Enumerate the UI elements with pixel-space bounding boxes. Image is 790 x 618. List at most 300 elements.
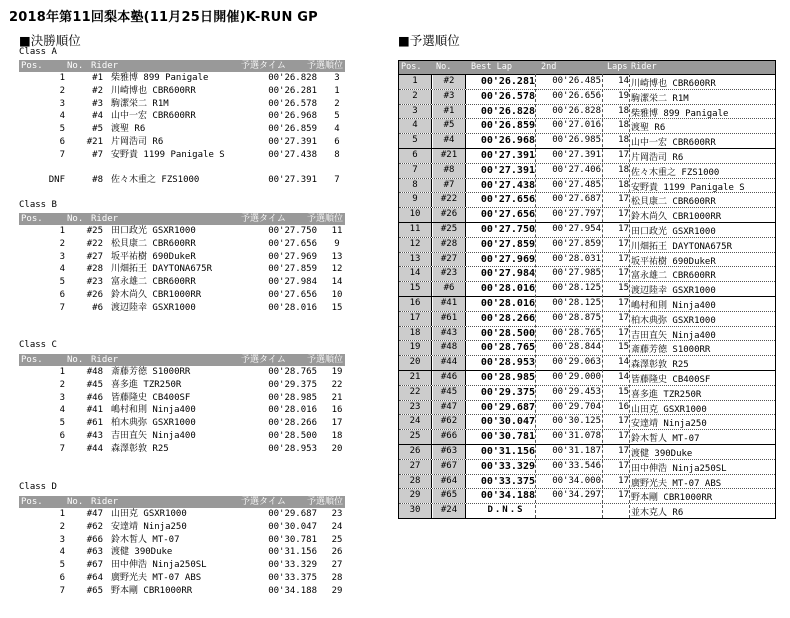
cell-no: #1 [92, 73, 103, 83]
qualifying-group [399, 296, 775, 370]
cell-pos: 1 [59, 73, 65, 83]
q-cell-pos: 9 [399, 193, 432, 207]
q-cell-pos: 4 [399, 119, 432, 133]
q-cell-best: 00'26.859 [480, 120, 535, 132]
table-row [19, 521, 345, 534]
header-time: 予選タイム [241, 355, 286, 365]
cell-time: 00'34.188 [268, 585, 317, 596]
cell-no: #43 [86, 430, 103, 441]
cell-pos: 2 [59, 238, 65, 249]
cell-rider: 渡辺陸幸 GSXR1000 [111, 302, 196, 313]
q-cell-best: 00'26.578 [480, 90, 535, 102]
cell-pos: 1 [59, 226, 65, 236]
cell-pos: 2 [59, 521, 65, 532]
column-divider [629, 74, 630, 518]
cell-no: #48 [86, 367, 103, 377]
cell-q: 1 [334, 85, 340, 96]
q-cell-no: #46 [433, 371, 466, 385]
q-cell-second: 00'28.031 [552, 253, 601, 264]
cell-no: #23 [86, 277, 103, 288]
header-time: 予選タイム [241, 214, 286, 224]
table-row [19, 546, 345, 559]
cell-time: 00'29.375 [268, 379, 317, 390]
q-cell-best: 00'28.016 [480, 283, 535, 295]
class-d-table [19, 496, 345, 598]
header-pos: Pos. [21, 355, 43, 365]
q-cell-pos: 30 [399, 504, 432, 518]
table-row [399, 326, 775, 341]
table-row [19, 123, 345, 136]
cell-pos: 5 [59, 124, 65, 135]
q-cell-pos: 2 [399, 90, 432, 104]
class-a-table [19, 60, 345, 187]
q-cell-laps: 17 [618, 194, 629, 205]
cell-q: 8 [334, 149, 340, 160]
table-row [399, 385, 775, 400]
q-cell-best: 00'30.781 [480, 431, 535, 443]
q-cell-best: 00'28.953 [480, 357, 535, 369]
q-cell-rider: 松貝康二 CBR600RR [631, 197, 716, 208]
qualifying-table [398, 60, 776, 519]
qualifying-group [399, 74, 775, 148]
table-row [399, 371, 775, 385]
cell-rider: 山田克 GSXR1000 [111, 509, 187, 519]
q-cell-rider: 川畑拓王 DAYTONA675R [631, 241, 733, 252]
cell-q: 21 [331, 392, 343, 403]
q-cell-second: 00'30.125 [552, 416, 601, 427]
table-row [399, 252, 775, 267]
q-cell-rider: 柏木典弥 GSXR1000 [631, 315, 716, 326]
table-row [399, 207, 775, 222]
cell-q: 10 [331, 289, 343, 300]
q-cell-pos: 21 [399, 371, 432, 385]
cell-no: #62 [86, 521, 103, 532]
q-cell-no: #65 [433, 489, 466, 503]
q-cell-pos: 27 [399, 460, 432, 474]
cell-time: 00'30.047 [268, 521, 317, 532]
qualifying-header-row [399, 61, 775, 74]
table-row [19, 238, 345, 251]
q-cell-no: #62 [433, 415, 466, 429]
q-cell-laps: 15 [618, 342, 629, 353]
q-cell-second: 00'28.844 [552, 342, 601, 353]
cell-q: 27 [331, 560, 343, 571]
q-cell-no: #43 [433, 327, 466, 341]
q-cell-best: 00'28.500 [480, 327, 535, 339]
table-row [399, 118, 775, 133]
q-cell-best: 00'34.188 [480, 490, 535, 502]
cell-q: 11 [331, 226, 343, 236]
q-cell-pos: 15 [399, 282, 432, 296]
q-cell-rider: 安達靖 Ninja250 [631, 419, 707, 430]
q-cell-no: #6 [433, 282, 466, 296]
cell-no: #22 [86, 238, 103, 249]
q-cell-rider: 安野貴 1199 Panigale S [631, 182, 745, 193]
page-title: 2018年第11回梨本塾(11月25日開催)K-RUN GP [9, 10, 318, 25]
cell-time: 00'26.968 [268, 111, 317, 122]
cell-pos: 3 [59, 98, 65, 109]
q-cell-second: 00'34.297 [552, 490, 601, 501]
q-cell-best: 00'27.969 [480, 253, 535, 265]
cell-q: 3 [334, 73, 340, 83]
q-cell-second: 00'26.985 [552, 135, 601, 146]
class-c-label: Class C [19, 340, 57, 350]
q-cell-best: 00'27.438 [480, 179, 535, 191]
header-rider: Rider [91, 214, 119, 224]
q-cell-laps: 17 [618, 312, 629, 323]
cell-no: #8 [92, 175, 103, 186]
table-row [399, 163, 775, 178]
q-cell-rider: 渡聖 R6 [631, 123, 666, 134]
cell-q: 23 [331, 509, 343, 519]
cell-pos: 6 [59, 289, 65, 300]
q-cell-laps: 17 [618, 268, 629, 279]
class-a-label: Class A [19, 47, 57, 57]
class-c-table [19, 354, 345, 456]
q-cell-no: #1 [433, 105, 466, 119]
q-cell-no: #22 [433, 193, 466, 207]
header-no: No. [67, 214, 84, 224]
q-cell-rider: 柴雅博 899 Panigale [631, 108, 729, 119]
table-row [19, 404, 345, 417]
cell-time: 00'27.391 [268, 136, 317, 147]
q-cell-rider: 佐々木重之 FZS1000 [631, 167, 720, 178]
table-row [399, 488, 775, 503]
table-row [19, 379, 345, 392]
table-row [19, 276, 345, 289]
table-row [399, 223, 775, 237]
cell-time: 00'27.391 [268, 175, 317, 186]
cell-no: #21 [86, 136, 103, 147]
q-cell-laps: 17 [618, 460, 629, 471]
cell-no: #61 [86, 418, 103, 429]
q-cell-laps: 18 [618, 135, 629, 146]
cell-pos: 3 [59, 392, 65, 403]
header-q: 予選順位 [307, 497, 344, 507]
cell-time: 00'28.765 [268, 367, 317, 377]
q-cell-pos: 8 [399, 179, 432, 193]
table-row [399, 281, 775, 296]
cell-q: 28 [331, 572, 343, 583]
q-cell-no: #24 [433, 504, 466, 518]
q-cell-rider: 鈴木皙人 MT-07 [631, 434, 700, 445]
q-cell-best: 00'28.985 [480, 371, 535, 383]
cell-no: #67 [86, 560, 103, 571]
cell-rider: 坂平祐樹 690DukeR [111, 251, 196, 262]
q-cell-pos: 17 [399, 312, 432, 326]
table-row [399, 445, 775, 459]
cell-time: 00'28.985 [268, 392, 317, 403]
table-row [399, 104, 775, 119]
q-cell-rider: 吉田直矢 Ninja400 [631, 330, 716, 341]
cell-q: 4 [334, 124, 340, 135]
cell-no: #28 [86, 264, 103, 275]
q-cell-second: 00'27.016 [552, 120, 601, 131]
q-cell-no: #23 [433, 267, 466, 281]
final-header-row [19, 496, 345, 508]
q-cell-rider: 野本剛 CBR1000RR [631, 493, 713, 504]
cell-no: #3 [92, 98, 103, 109]
cell-pos: 3 [59, 251, 65, 262]
q-header-rider: Rider [631, 62, 657, 72]
cell-rider: 斎藤芳徳 S1000RR [111, 367, 191, 377]
q-cell-no: #61 [433, 312, 466, 326]
final-results-heading: ■決勝順位 [19, 33, 81, 48]
cell-q: 2 [334, 98, 340, 109]
table-row [19, 225, 345, 238]
header-q: 予選順位 [307, 355, 344, 365]
q-cell-second: 00'29.704 [552, 401, 601, 412]
cell-no: #5 [92, 124, 103, 135]
table-row [19, 162, 345, 175]
q-cell-pos: 1 [399, 75, 432, 89]
q-cell-rider: 田口政光 GSXR1000 [631, 226, 716, 237]
cell-pos: 5 [59, 418, 65, 429]
q-cell-no: #5 [433, 119, 466, 133]
q-cell-laps: 15 [618, 386, 629, 397]
cell-pos: 7 [59, 443, 65, 454]
q-cell-rider: 鈴木尚久 CBR1000RR [631, 212, 722, 223]
cell-q: 29 [331, 585, 343, 596]
cell-time: 00'27.656 [268, 238, 317, 249]
cell-q: 16 [331, 405, 343, 416]
table-row [399, 178, 775, 193]
cell-time: 00'27.859 [268, 264, 317, 275]
table-row [19, 263, 345, 276]
q-cell-best: 00'26.968 [480, 135, 535, 147]
cell-no: #47 [86, 509, 103, 519]
cell-rider: 皆藤隆史 CB400SF [111, 392, 191, 403]
qualifying-heading: ■予選順位 [398, 33, 460, 48]
q-cell-laps: 17 [618, 327, 629, 338]
q-cell-no: #26 [433, 208, 466, 222]
q-cell-best: 00'27.859 [480, 238, 535, 250]
cell-q: 24 [331, 521, 343, 532]
q-cell-pos: 22 [399, 386, 432, 400]
table-row [19, 443, 345, 456]
cell-time: 00'28.266 [268, 418, 317, 429]
table-row [19, 392, 345, 405]
q-cell-rider: 皆藤隆史 CB400SF [631, 374, 711, 385]
cell-no: #2 [92, 85, 103, 96]
q-cell-second: 00'27.859 [552, 238, 601, 249]
cell-time: 00'26.578 [268, 98, 317, 109]
cell-rider: 渡健 390Duke [111, 547, 173, 558]
q-cell-pos: 5 [399, 134, 432, 148]
q-cell-laps: 17 [618, 297, 629, 308]
q-cell-laps: 17 [618, 431, 629, 442]
q-cell-no: #21 [433, 149, 466, 163]
q-cell-best: 00'29.687 [480, 401, 535, 413]
q-cell-rider: 山田克 GSXR1000 [631, 404, 707, 415]
q-cell-no: #63 [433, 445, 466, 459]
q-cell-rider: 坂平祐樹 690DukeR [631, 256, 716, 267]
q-cell-second: 00'34.000 [552, 475, 601, 486]
cell-rider: 野本剛 CBR1000RR [111, 585, 193, 596]
q-cell-no: #64 [433, 475, 466, 489]
cell-no: #25 [86, 226, 103, 236]
cell-time: 00'27.438 [268, 149, 317, 160]
cell-rider: 佐々木重之 FZS1000 [111, 175, 200, 186]
header-time: 予選タイム [241, 497, 286, 507]
header-pos: Pos. [21, 61, 43, 71]
cell-q: 18 [331, 430, 343, 441]
cell-time: 00'27.984 [268, 277, 317, 288]
cell-time: 00'26.828 [268, 73, 317, 83]
cell-time: 00'28.953 [268, 443, 317, 454]
q-cell-rider: 川崎博也 CBR600RR [631, 79, 716, 89]
q-cell-rider: 富永雄二 CBR600RR [631, 271, 716, 282]
q-cell-rider: 森澤彰敦 R25 [631, 360, 689, 371]
table-row [19, 110, 345, 123]
table-row [19, 302, 345, 315]
q-cell-no: #28 [433, 238, 466, 252]
cell-time: 00'27.656 [268, 289, 317, 300]
table-row [19, 508, 345, 521]
table-row [19, 289, 345, 302]
header-no: No. [67, 497, 84, 507]
header-q: 予選順位 [307, 214, 344, 224]
q-cell-laps: 18 [618, 120, 629, 131]
q-cell-no: #48 [433, 341, 466, 355]
column-divider [602, 74, 603, 518]
header-rider: Rider [91, 497, 119, 507]
final-header-row [19, 213, 345, 225]
table-row [399, 266, 775, 281]
final-header-row [19, 60, 345, 72]
q-cell-best: 00'26.281 [480, 76, 535, 87]
cell-pos: 7 [59, 302, 65, 313]
cell-no: #26 [86, 289, 103, 300]
cell-rider: 川崎博也 CBR600RR [111, 85, 196, 96]
cell-rider: 安達靖 Ninja250 [111, 521, 187, 532]
table-row [19, 417, 345, 430]
cell-rider: 田中伸浩 Ninja250SL [111, 560, 207, 571]
table-row [19, 251, 345, 264]
q-cell-rider: 並木克人 R6 [631, 508, 684, 519]
q-cell-second: 00'29.453 [552, 386, 601, 397]
cell-no: #64 [86, 572, 103, 583]
q-cell-pos: 25 [399, 430, 432, 444]
table-row [19, 149, 345, 162]
q-cell-rider: 嶋村和則 Ninja400 [631, 300, 716, 311]
table-row [399, 311, 775, 326]
header-pos: Pos. [21, 214, 43, 224]
table-row [19, 366, 345, 379]
cell-rider: 片岡浩司 R6 [111, 136, 164, 147]
cell-no: #7 [92, 149, 103, 160]
q-cell-best: D.N.S [487, 505, 525, 516]
q-cell-best: 00'33.329 [480, 460, 535, 472]
cell-no: #44 [86, 443, 103, 454]
q-cell-no: #27 [433, 253, 466, 267]
table-row [399, 474, 775, 489]
q-cell-no: #66 [433, 430, 466, 444]
cell-pos: 6 [59, 136, 65, 147]
cell-rider: 川畑拓王 DAYTONA675R [111, 264, 213, 275]
q-cell-best: 00'28.266 [480, 312, 535, 324]
table-row [19, 136, 345, 149]
q-cell-second: 00'27.406 [552, 164, 601, 175]
q-cell-no: #4 [433, 134, 466, 148]
cell-rider: 鈴木皙人 MT-07 [111, 534, 180, 545]
class-d-label: Class D [19, 482, 57, 492]
class-b-table [19, 213, 345, 315]
q-cell-no: #45 [433, 386, 466, 400]
cell-q: 7 [334, 175, 340, 186]
q-cell-pos: 3 [399, 105, 432, 119]
table-row [19, 98, 345, 111]
cell-pos: 7 [59, 585, 65, 596]
cell-pos: 6 [59, 430, 65, 441]
q-cell-pos: 10 [399, 208, 432, 222]
q-cell-laps: 17 [618, 238, 629, 249]
cell-rider: 喜多進 TZR250R [111, 379, 182, 390]
q-cell-laps: 17 [618, 445, 629, 456]
q-cell-second: 00'28.875 [552, 312, 601, 323]
cell-rider: 富永雄二 CBR600RR [111, 277, 196, 288]
q-cell-laps: 17 [618, 416, 629, 427]
table-row [399, 192, 775, 207]
table-row [399, 75, 775, 89]
cell-pos: 5 [59, 560, 65, 571]
q-cell-second: 00'27.797 [552, 209, 601, 220]
q-cell-pos: 13 [399, 253, 432, 267]
q-cell-pos: 24 [399, 415, 432, 429]
q-cell-second: 00'27.954 [552, 223, 601, 234]
q-cell-laps: 18 [618, 105, 629, 116]
q-cell-second: 00'31.187 [552, 445, 601, 456]
cell-time: 00'29.687 [268, 509, 317, 519]
cell-time: 00'28.016 [268, 302, 317, 313]
cell-pos: 6 [59, 572, 65, 583]
cell-pos: 1 [59, 509, 65, 519]
q-cell-rider: 片岡浩司 R6 [631, 152, 684, 163]
class-b-label: Class B [19, 200, 57, 210]
cell-rider: 駒潔栄二 R1M [111, 98, 169, 109]
cell-rider: 安野貴 1199 Panigale S [111, 149, 225, 160]
q-cell-pos: 29 [399, 489, 432, 503]
cell-pos: 2 [59, 85, 65, 96]
q-header-best: Best Lap [471, 62, 512, 72]
cell-q: 12 [331, 264, 343, 275]
q-cell-laps: 16 [618, 401, 629, 412]
q-cell-no: #25 [433, 223, 466, 237]
table-row [399, 459, 775, 474]
cell-pos: 4 [59, 405, 65, 416]
q-cell-no: #3 [433, 90, 466, 104]
q-cell-pos: 18 [399, 327, 432, 341]
q-cell-laps: 14 [618, 371, 629, 382]
table-row [19, 585, 345, 598]
q-cell-pos: 23 [399, 401, 432, 415]
cell-time: 00'28.016 [268, 405, 317, 416]
q-cell-rider: 渡健 390Duke [631, 448, 693, 459]
q-cell-no: #44 [433, 356, 466, 370]
table-row [399, 355, 775, 370]
cell-no: #63 [86, 547, 103, 558]
qualifying-group [399, 370, 775, 444]
q-cell-pos: 7 [399, 164, 432, 178]
qualifying-group [399, 222, 775, 296]
cell-time: 00'33.329 [268, 560, 317, 571]
q-cell-best: 00'26.828 [480, 105, 535, 117]
column-divider [535, 74, 536, 518]
table-row [399, 237, 775, 252]
q-cell-laps: 14 [618, 357, 629, 368]
q-cell-pos: 20 [399, 356, 432, 370]
q-cell-second: 00'28.125 [552, 297, 601, 308]
